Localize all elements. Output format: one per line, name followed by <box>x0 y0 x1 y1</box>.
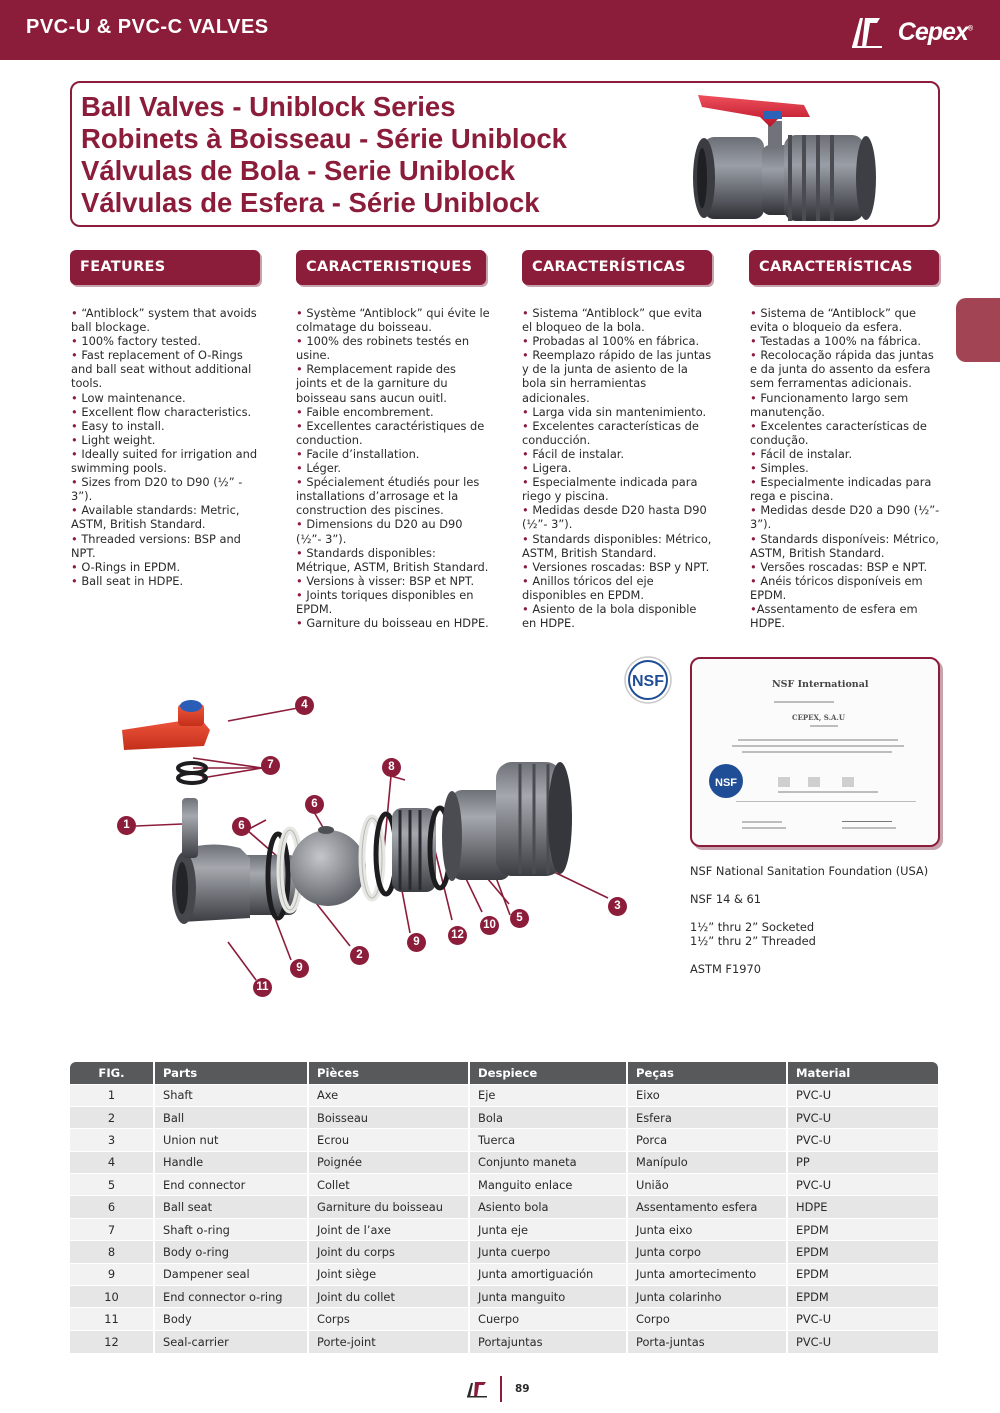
table-row <box>70 1218 938 1240</box>
list-item: • Funcionamento largo sem manutenção. <box>750 390 909 419</box>
list-item: •Assentamento de esfera em HDPE. <box>750 601 918 631</box>
cell-part-fr: Joint du corps <box>308 1241 469 1263</box>
cepex-logo-icon <box>850 14 890 50</box>
nsf-line-1: NSF National Sanitation Foundation (USA) <box>690 864 929 878</box>
footer-logo-icon <box>466 1380 492 1398</box>
list-item: • Standards disponíveis: Métrico, ASTM, British Standard. <box>750 531 939 560</box>
list-item: • 100% factory tested. <box>71 334 201 349</box>
list-item: • Versões roscadas: BSP e NPT. <box>750 559 928 574</box>
list-item: • Medidas desde D20 hasta D90 (½”- 3”). <box>522 503 707 532</box>
list-item: • Medidas desde D20 a D90 (½”- 3”). <box>750 503 940 532</box>
list-item: • 100% des robinets testés en usine. <box>296 334 470 363</box>
col-header-pieces: Pièces <box>308 1062 469 1084</box>
cell-part-en: Ball seat <box>154 1196 308 1218</box>
cell-part-en: Body <box>154 1308 308 1330</box>
section-header-features: FEATURES <box>70 250 260 285</box>
cell-part-fr: Collet <box>308 1174 469 1196</box>
cell-material: HDPE <box>787 1196 938 1218</box>
svg-text:NSF: NSF <box>632 673 664 690</box>
list-item: • Versiones roscadas: BSP y NPT. <box>522 559 710 574</box>
list-item: • Sistema de “Antiblock” que evita o bloqueio da esfera. <box>750 306 916 335</box>
table-row <box>70 1286 938 1308</box>
features-list-pt <box>750 306 940 630</box>
cell-material: EPDM <box>787 1286 938 1308</box>
cell-part-fr: Garniture du boisseau <box>308 1196 469 1218</box>
list-item: • Standards disponibles: Métrico, ASTM, British Standard. <box>522 531 712 560</box>
title-french: Robinets à Boisseau - Série Uniblock <box>81 123 567 154</box>
cell-part-en: Seal-carrier <box>154 1330 308 1352</box>
callout-3: 3 <box>608 897 627 916</box>
cell-fig: 11 <box>70 1308 154 1330</box>
list-item: • Low maintenance. <box>71 390 186 405</box>
cell-part-fr: Porte-joint <box>308 1330 469 1352</box>
cell-part-pt: Corpo <box>627 1308 787 1330</box>
cell-fig: 6 <box>70 1196 154 1218</box>
cell-fig: 10 <box>70 1286 154 1308</box>
list-item: • Asiento de la bola disponible en HDPE. <box>522 601 697 631</box>
cell-part-en: Dampener seal <box>154 1263 308 1285</box>
callout-5: 5 <box>510 909 529 928</box>
cell-part-en: Ball <box>154 1106 308 1128</box>
list-item: • Fácil de instalar. <box>522 446 625 461</box>
table-row <box>70 1151 938 1173</box>
certificate-org: NSF International <box>772 679 869 690</box>
list-item: • Anéis tóricos disponíveis em EPDM. <box>750 573 923 602</box>
col-header-parts: Parts <box>154 1062 308 1084</box>
cell-part-es: Junta amortiguación <box>469 1263 627 1285</box>
table-row <box>70 1084 938 1106</box>
cell-part-es: Eje <box>469 1084 627 1106</box>
cell-part-es: Junta manguito <box>469 1286 627 1308</box>
cell-part-en: End connector <box>154 1174 308 1196</box>
side-tab <box>956 298 1000 362</box>
list-item: • Facile d’installation. <box>296 446 420 461</box>
col-header-pecas: Peças <box>627 1062 787 1084</box>
list-item: • Especialmente indicadas para rega e piscina. <box>750 475 932 504</box>
cell-fig: 7 <box>70 1218 154 1240</box>
cepex-logo <box>850 14 976 50</box>
list-item: • Threaded versions: BSP and NPT. <box>71 531 241 560</box>
list-item: • Especialmente indicada para riego y piscina. <box>522 475 698 504</box>
parts-table <box>70 1062 938 1353</box>
list-item: • Faible encombrement. <box>296 404 434 419</box>
list-item: • Garniture du boisseau en HDPE. <box>296 616 489 631</box>
callout-6-upper: 6 <box>305 795 324 814</box>
cell-part-es: Tuerca <box>469 1129 627 1151</box>
cell-material: PP <box>787 1151 938 1173</box>
cell-fig: 8 <box>70 1241 154 1263</box>
list-item: • Anillos tóricos del eje disponibles en EPDM. <box>522 573 654 602</box>
list-item: • Light weight. <box>71 432 156 447</box>
list-item: • Sistema “Antiblock” que evita el bloqueo de la bola. <box>522 306 703 335</box>
features-list-fr <box>296 306 490 630</box>
list-item: • Versions à visser: BSP et NPT. <box>296 573 475 588</box>
list-item: • Standards disponibles: Métrique, ASTM, British Standard. <box>296 545 489 574</box>
list-item: • Léger. <box>296 461 341 476</box>
cell-material: EPDM <box>787 1263 938 1285</box>
cell-part-en: Union nut <box>154 1129 308 1151</box>
cell-material: PVC-U <box>787 1330 938 1352</box>
cell-part-pt: Assentamento esfera <box>627 1196 787 1218</box>
features-list-en <box>71 306 261 588</box>
cell-part-en: Shaft <box>154 1084 308 1106</box>
cell-part-fr: Axe <box>308 1084 469 1106</box>
cell-fig: 9 <box>70 1263 154 1285</box>
list-item: • Spécialement étudiés pour les installations d’arrosage et la construction des piscines. <box>296 475 480 518</box>
list-item: • “Antiblock” system that avoids ball blockage. <box>71 306 257 335</box>
nsf-line-4: 1½” thru 2” Threaded <box>690 934 816 948</box>
cell-part-es: Cuerpo <box>469 1308 627 1330</box>
cell-part-pt: União <box>627 1174 787 1196</box>
svg-text:NSF: NSF <box>715 777 737 789</box>
table-header-row <box>70 1062 938 1084</box>
cell-fig: 2 <box>70 1106 154 1128</box>
cell-material: EPDM <box>787 1241 938 1263</box>
list-item: • Available standards: Metric, ASTM, British Standard. <box>71 503 240 532</box>
cell-part-en: Body o-ring <box>154 1241 308 1263</box>
cell-part-es: Junta eje <box>469 1218 627 1240</box>
cell-material: PVC-U <box>787 1129 938 1151</box>
cell-part-pt: Junta corpo <box>627 1241 787 1263</box>
list-item: • Larga vida sin mantenimiento. <box>522 404 707 419</box>
cell-material: EPDM <box>787 1218 938 1240</box>
callout-10: 10 <box>480 916 499 935</box>
cell-part-pt: Junta colarinho <box>627 1286 787 1308</box>
table-row <box>70 1196 938 1218</box>
table-row <box>70 1308 938 1330</box>
table-row <box>70 1330 938 1352</box>
list-item: • Easy to install. <box>71 418 165 433</box>
callout-2: 2 <box>350 946 369 965</box>
footer-divider <box>500 1376 502 1402</box>
title-portuguese: Válvulas de Esfera - Série Uniblock <box>81 187 540 218</box>
nsf-badge-icon <box>624 656 672 704</box>
cell-part-fr: Boisseau <box>308 1106 469 1128</box>
list-item: • O-Rings in EPDM. <box>71 559 181 574</box>
list-item: • Ideally suited for irrigation and swimming pools. <box>71 446 258 476</box>
cell-part-es: Portajuntas <box>469 1330 627 1352</box>
col-header-fig: FIG. <box>70 1062 154 1084</box>
callout-4: 4 <box>295 696 314 715</box>
list-item: • Simples. <box>750 461 809 476</box>
cell-material: PVC-U <box>787 1106 938 1128</box>
list-item: • Testadas a 100% na fábrica. <box>750 334 922 349</box>
cell-part-en: End connector o-ring <box>154 1286 308 1308</box>
cell-part-fr: Joint de l’axe <box>308 1218 469 1240</box>
section-header-caracteristicas-es: CARACTERÍSTICAS <box>522 250 712 285</box>
list-item: • Fácil de instalar. <box>750 446 853 461</box>
cell-part-pt: Esfera <box>627 1106 787 1128</box>
table-row <box>70 1174 938 1196</box>
list-item: • Excellent flow characteristics. <box>71 404 252 419</box>
callout-9-right: 9 <box>407 933 426 952</box>
callout-1: 1 <box>117 816 136 835</box>
cell-part-pt: Eixo <box>627 1084 787 1106</box>
list-item: • Excelentes características de condução. <box>750 418 927 447</box>
cell-part-fr: Corps <box>308 1308 469 1330</box>
header-bar <box>0 0 1000 60</box>
cell-part-pt: Manípulo <box>627 1151 787 1173</box>
cell-part-pt: Junta amortecimento <box>627 1263 787 1285</box>
cell-fig: 12 <box>70 1330 154 1352</box>
cell-part-es: Conjunto maneta <box>469 1151 627 1173</box>
cell-fig: 4 <box>70 1151 154 1173</box>
list-item: • Sizes from D20 to D90 (½” - 3”). <box>71 475 243 504</box>
page-category-title: PVC-U & PVC-C VALVES <box>26 16 269 38</box>
valve-photo-illustration <box>684 87 894 227</box>
table-row <box>70 1106 938 1128</box>
nsf-line-3: 1½” thru 2” Socketed <box>690 920 815 934</box>
list-item: • Dimensions du D20 au D90 (½”- 3”). <box>296 517 463 546</box>
certificate-nsf-seal-icon <box>708 763 744 799</box>
cell-fig: 5 <box>70 1174 154 1196</box>
cell-material: PVC-U <box>787 1174 938 1196</box>
cell-part-fr: Joint du collet <box>308 1286 469 1308</box>
title-english: Ball Valves - Uniblock Series <box>81 91 456 122</box>
cell-part-fr: Ecrou <box>308 1129 469 1151</box>
exploded-view-diagram <box>100 690 640 1000</box>
cell-part-en: Handle <box>154 1151 308 1173</box>
list-item: • Probadas al 100% en fábrica. <box>522 334 700 349</box>
callout-11: 11 <box>253 978 272 997</box>
list-item: • Remplacement rapide des joints et de la garniture du boisseau sans aucun ouitl. <box>296 362 456 405</box>
col-header-despiece: Despiece <box>469 1062 627 1084</box>
list-item: • Excellentes caractéristiques de conduction. <box>296 418 485 447</box>
cell-part-es: Asiento bola <box>469 1196 627 1218</box>
nsf-line-2: NSF 14 & 61 <box>690 892 762 906</box>
table-row <box>70 1263 938 1285</box>
section-header-caracteristicas-pt: CARACTERÍSTICAS <box>749 250 939 285</box>
col-header-material: Material <box>787 1062 938 1084</box>
callout-12: 12 <box>448 926 467 945</box>
table-row <box>70 1129 938 1151</box>
cell-material: PVC-U <box>787 1308 938 1330</box>
page-number: 89 <box>515 1383 530 1395</box>
exploded-view-drawing <box>100 690 640 1000</box>
cell-part-pt: Junta eixo <box>627 1218 787 1240</box>
table-row <box>70 1241 938 1263</box>
cell-fig: 1 <box>70 1084 154 1106</box>
cell-part-en: Shaft o-ring <box>154 1218 308 1240</box>
cell-fig: 3 <box>70 1129 154 1151</box>
cell-part-es: Bola <box>469 1106 627 1128</box>
list-item: • Excelentes características de conducción. <box>522 418 699 447</box>
cell-part-pt: Porta-juntas <box>627 1330 787 1352</box>
nsf-line-5: ASTM F1970 <box>690 962 761 976</box>
cell-part-fr: Joint siège <box>308 1263 469 1285</box>
cell-part-es: Manguito enlace <box>469 1174 627 1196</box>
nsf-certificate <box>690 657 940 847</box>
title-spanish: Válvulas de Bola - Serie Uniblock <box>81 155 516 186</box>
certificate-company: CEPEX, S.A.U <box>792 713 846 722</box>
callout-6-lower: 6 <box>232 817 251 836</box>
brand-name: Cepex® <box>897 18 972 46</box>
list-item: • Fast replacement of O-Rings and ball seat without additional tools. <box>71 348 252 391</box>
callout-8: 8 <box>382 758 401 777</box>
cell-part-fr: Poignée <box>308 1151 469 1173</box>
callout-7: 7 <box>261 756 280 775</box>
features-list-es <box>522 306 712 630</box>
list-item: • Reemplazo rápido de las juntas y de la junta de asiento de la bola sin herramientas adicionales. <box>522 348 712 405</box>
section-header-caracteristiques: CARACTERISTIQUES <box>296 250 486 285</box>
callout-9-left: 9 <box>290 959 309 978</box>
list-item: • Ball seat in HDPE. <box>71 573 184 588</box>
list-item: • Joints toriques disponibles en EPDM. <box>296 587 474 616</box>
list-item: • Recolocação rápida das juntas e da junta do assento da esfera sem ferramentas adicionais. <box>750 348 934 391</box>
title-box <box>70 81 940 227</box>
cell-part-es: Junta cuerpo <box>469 1241 627 1263</box>
cell-part-pt: Porca <box>627 1129 787 1151</box>
cell-material: PVC-U <box>787 1084 938 1106</box>
list-item: • Ligera. <box>522 461 572 476</box>
list-item: • Système “Antiblock” qui évite le colmatage du boisseau. <box>296 306 490 335</box>
